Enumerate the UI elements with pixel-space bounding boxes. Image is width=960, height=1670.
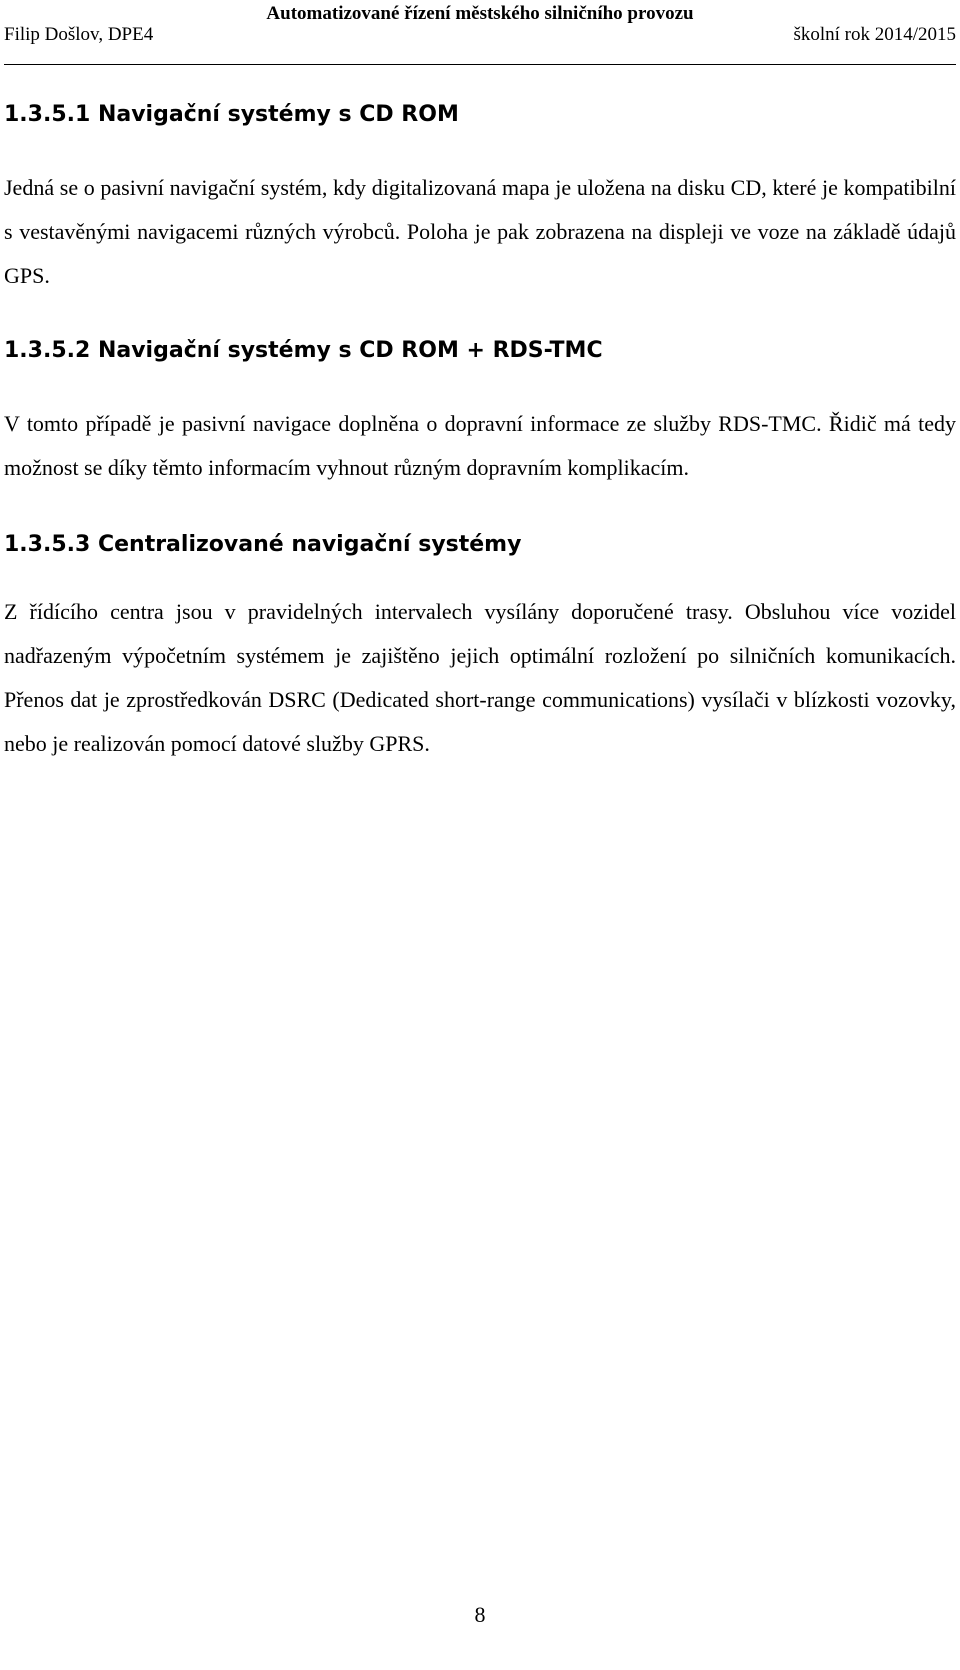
document-body: [4, 100, 956, 766]
section-paragraph-rds-tmc: V tomto případě je pasivní navigace doplněna o dopravní informace ze služby RDS-TMC. Řidič má tedy možnost se díky těmto informacím vyhnout různým dopravním komplikacím.: [4, 411, 956, 480]
section-heading-centralized: 1.3.5.3 Centralizované navigační systémy: [4, 532, 522, 557]
author-label: Filip Došlov, DPE4: [4, 24, 154, 45]
page-header: [0, 0, 960, 70]
section-heading-rds-tmc: 1.3.5.2 Navigační systémy s CD ROM + RDS-TMC: [4, 338, 603, 363]
section-paragraph-centralized: Z řídícího centra jsou v pravidelných intervalech vysílány doporučené trasy. Obsluhou více vozidel nadřazeným výpočetním systémem je zajištěno jejich optimální rozložení po silničních komunikacích. Přenos dat je zprostředkován DSRC (Dedicated short-range communications) vysílači v blízkosti vozovky, nebo je realizován pomocí datové služby GPRS.: [4, 599, 956, 756]
page-number: 8: [474, 1602, 486, 1627]
section-paragraph-cd-rom: Jedná se o pasivní navigační systém, kdy digitalizovaná mapa je uložena na disku CD, které je kompatibilní s vestavěnými navigacemi různých výrobců. Poloha je pak zobrazena na displeji ve voze na základě údajů GPS.: [4, 175, 956, 288]
header-divider: [4, 64, 956, 65]
school-year-label: školní rok 2014/2015: [793, 24, 956, 45]
section-heading-cd-rom: 1.3.5.1 Navigační systémy s CD ROM: [4, 102, 459, 127]
document-title: Automatizované řízení městského silničního provozu: [266, 3, 694, 24]
